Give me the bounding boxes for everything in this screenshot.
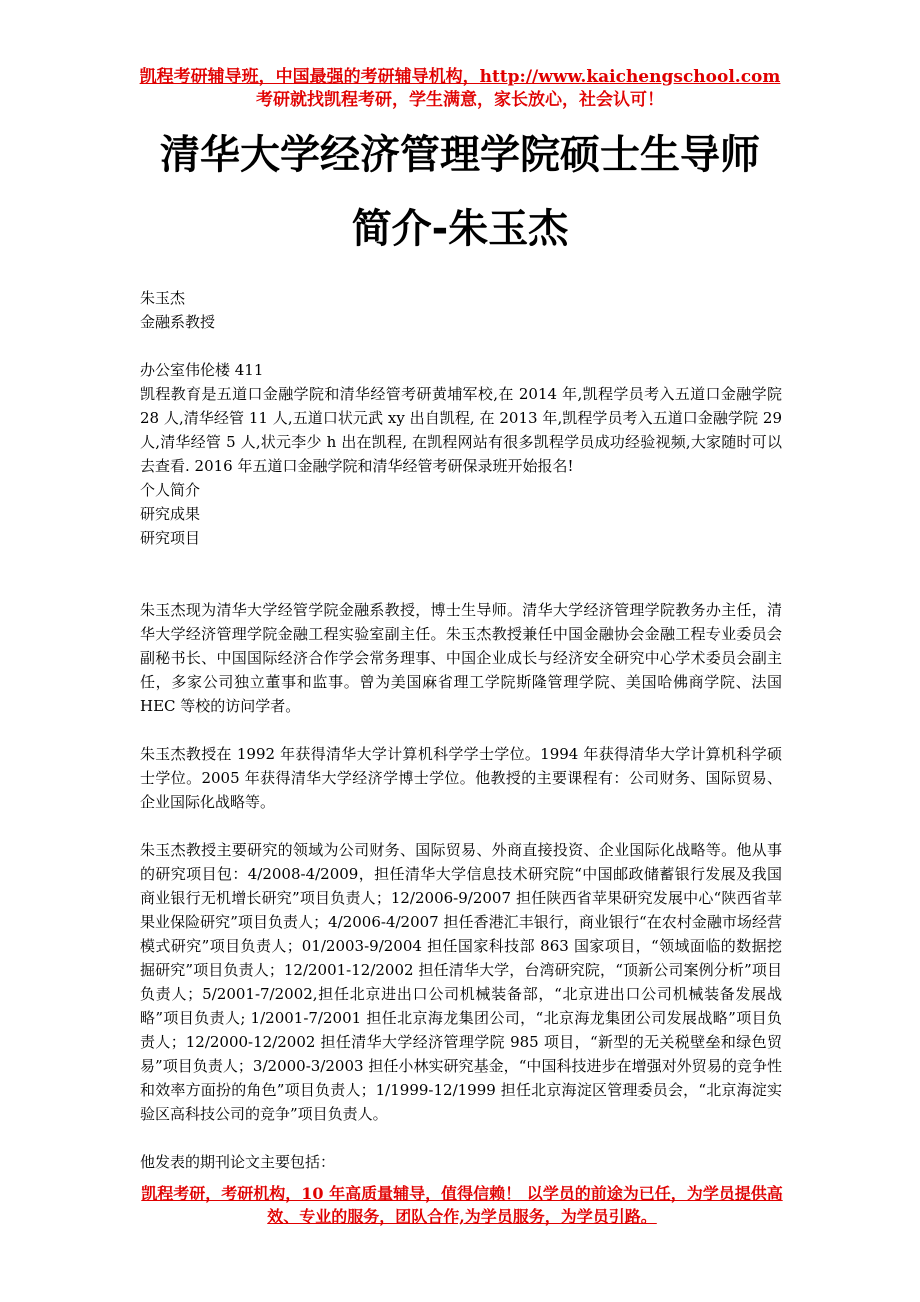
header-slogan-line: 考研就找凯程考研，学生满意，家长放心，社会认可！: [256, 90, 664, 110]
bio-paragraph-4: 他发表的期刊论文主要包括：: [140, 1153, 336, 1171]
page-header: [0, 66, 920, 112]
profile-block: [140, 286, 782, 334]
page-footer-slogan: 凯程考研，考研机构，10 年高质量辅导，值得信赖！ 以学员的前途为已任，为学员提供高效、专业的服务，团队合作,为学员服务，为学员引路。: [141, 1184, 783, 1226]
section-link-achievements[interactable]: 研究成果: [140, 505, 201, 523]
section-link-projects[interactable]: 研究项目: [140, 529, 201, 547]
profile-name: 朱玉杰: [140, 289, 186, 307]
profile-position: 金融系教授: [140, 313, 216, 331]
office-and-promo-block: [140, 358, 782, 550]
section-link-intro[interactable]: 个人简介: [140, 481, 201, 499]
profile-office: 办公室伟伦楼 411: [140, 361, 264, 379]
page-title-line-1: 清华大学经济管理学院硕士生导师: [160, 132, 760, 178]
header-link-line[interactable]: 凯程考研辅导班，中国最强的考研辅导机构，http://www.kaichengschool.com: [139, 67, 781, 87]
bio-paragraph-2: 朱玉杰教授在 1992 年获得清华大学计算机科学学士学位。1994 年获得清华大学计算机科学硕士学位。2005 年获得清华大学经济学博士学位。他教授的主要课程有：公司财务、国际贸易、企业国际化战略等。: [140, 745, 782, 811]
promo-paragraph: 凯程教育是五道口金融学院和清华经管考研黄埔军校,在 2014 年,凯程学员考入五道口金融学院 28 人,清华经管 11 人,五道口状元武 xy 出自凯程, 在 2013 年,凯程学员考入五道口金融学院 29 人,清华经管 5 人,状元李少 h 出在凯程, 在凯程网站有很多凯程学员成功经验视频,大家随时可以去查看. 2016 年五道口金融学院和清华经管考研保录班开始报名!: [140, 385, 782, 475]
bio-paragraph-1: 朱玉杰现为清华大学经管学院金融系教授，博士生导师。清华大学经济管理学院教务办主任，清华大学经济管理学院金融工程实验室副主任。朱玉杰教授兼任中国金融协会金融工程专业委员会副秘书长、中国国际经济合作学会常务理事、中国企业成长与经济安全研究中心学术委员会副主任，多家公司独立董事和监事。曾为美国麻省理工学院斯隆管理学院、美国哈佛商学院、法国 HEC 等校的访问学者。: [140, 601, 782, 715]
bio-paragraph-3: 朱玉杰教授主要研究的领域为公司财务、国际贸易、外商直接投资、企业国际化战略等。他从事的研究项目包：4/2008-4/2009，担任清华大学信息技术研究院“中国邮政储蓄银行发展及我国商业银行无机增长研究”项目负责人；12/2006-9/2007 担任陕西省苹果研究发展中心“陕西省苹果业保险研究”项目负责人；4/2006-4/2007 担任香港汇丰银行，商业银行“在农村金融市场经营模式研究”项目负责人；01/2003-9/2004 担任国家科技部 863 国家项目，“领域面临的数据挖掘研究”项目负责人；12/2001-12/2002 担任清华大学，台湾研究院，“顶新公司案例分析”项目负责人；5/2001-7/2002,担任北京进出口公司机械装备部，“北京进出口公司机械装备发展战略”项目负责人; 1/2001-7/2001 担任北京海龙集团公司，“北京海龙集团公司发展战略”项目负责人；12/2000-12/2002 担任清华大学经济管理学院 985 项目，“新型的无关税壁垒和绿色贸易”项目负责人；3/2000-3/2003 担任小林实研究基金，“中国科技进步在增强对外贸易的竞争性和效率方面扮的角色”项目负责人；1/1999-12/1999 担任北京海淀区管理委员会，“北京海淀实验区高科技公司的竞争”项目负责人。: [140, 841, 782, 1123]
page-title-line-2: 简介-朱玉杰: [351, 206, 569, 252]
